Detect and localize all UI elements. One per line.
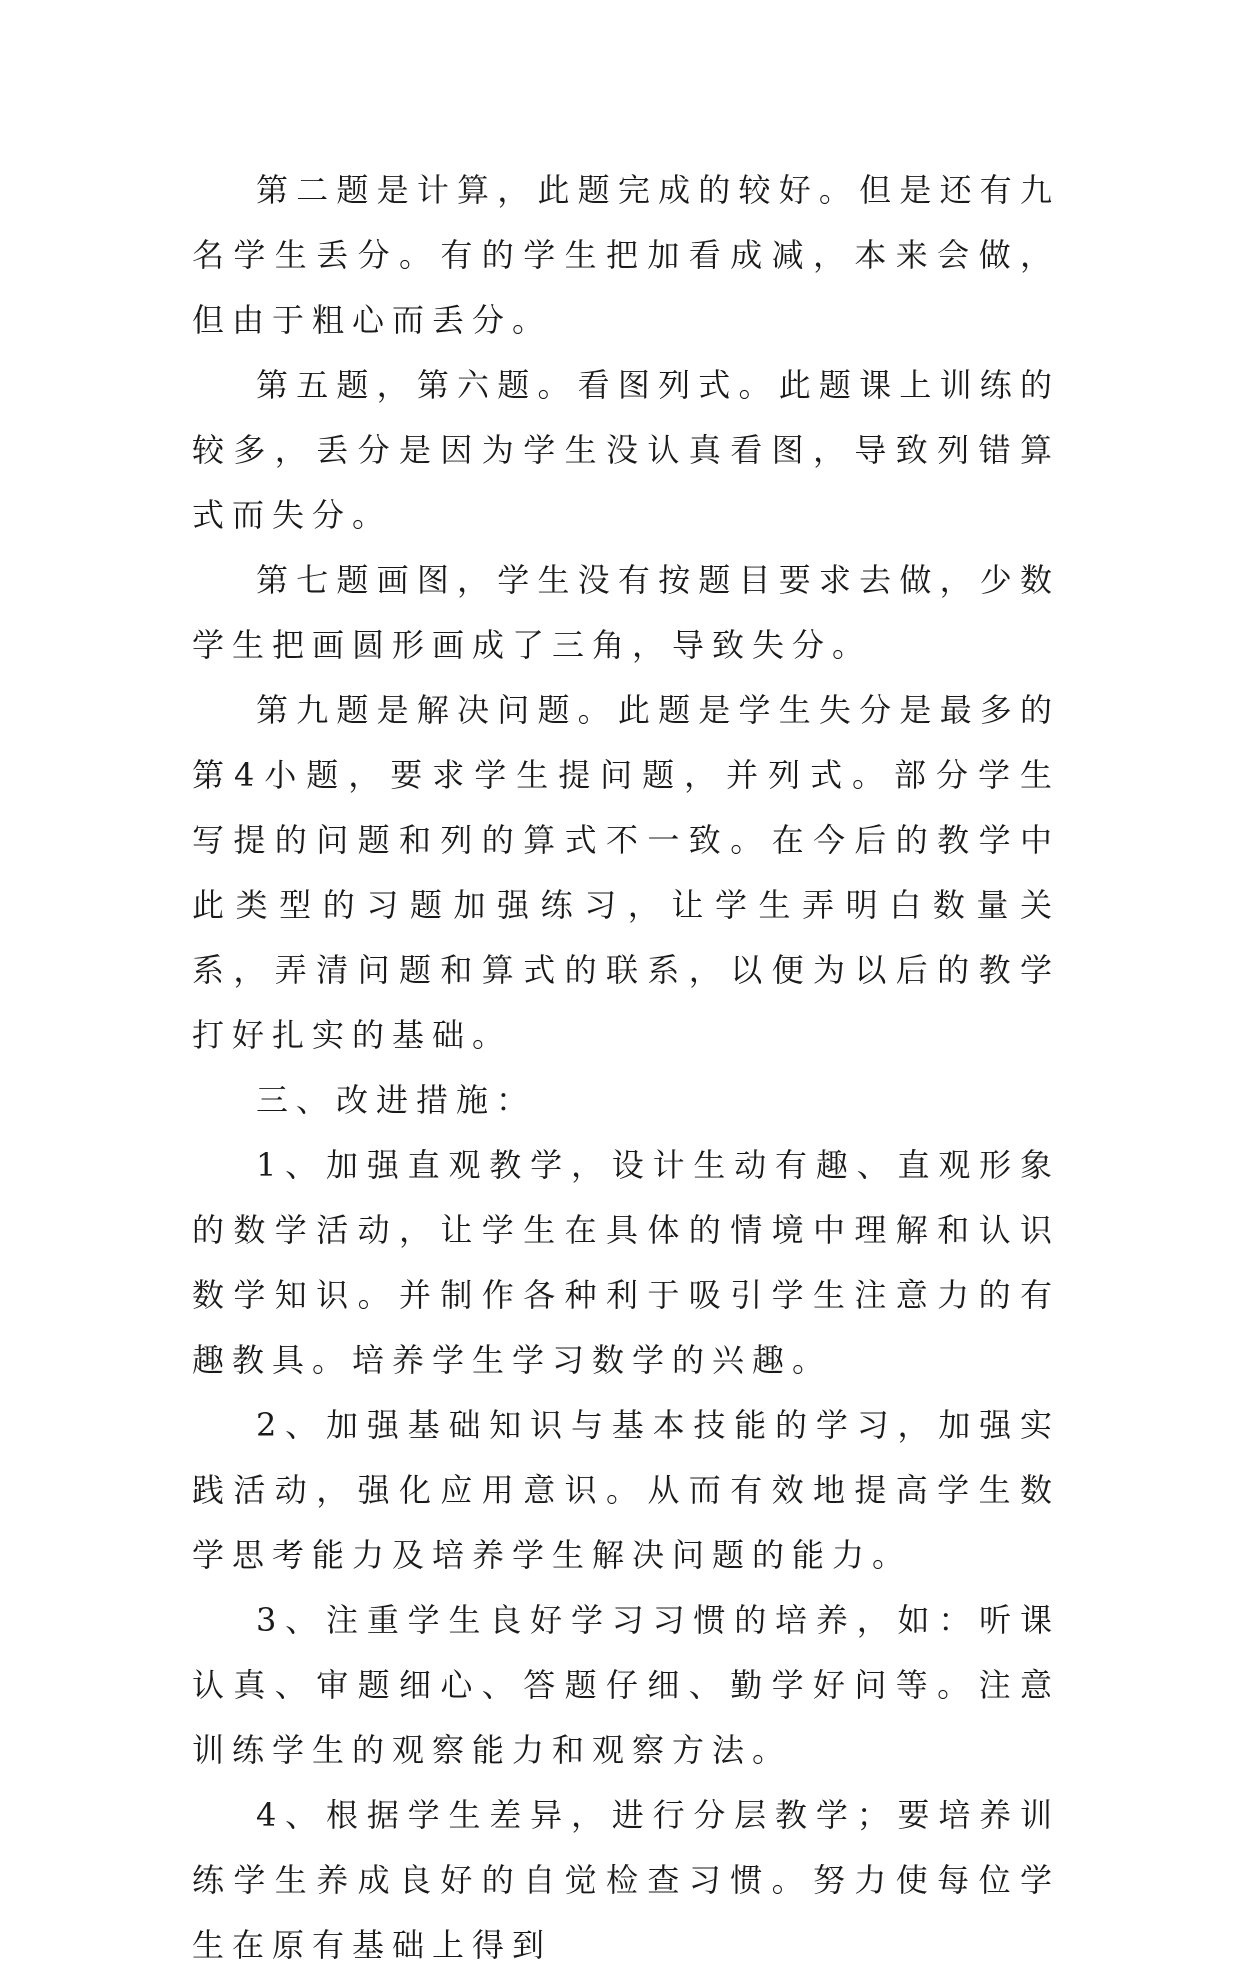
paragraph-measure-4: 4、根据学生差异，进行分层教学；要培养训练学生养成良好的自觉检查习惯。努力使每位学生在原有基础上得到	[192, 1796, 1060, 1964]
paragraph-measure-3: 3、注重学生良好学习习惯的培养，如：听课认真、审题细心、答题仔细、勤学好问等。注意训练学生的观察能力和观察方法。	[192, 1601, 1060, 1769]
paragraph-measure-2: 2、加强基础知识与基本技能的学习，加强实践活动，强化应用意识。从而有效地提高学生数学思考能力及培养学生解决问题的能力。	[192, 1406, 1060, 1574]
section-heading-improvements: 三、改进措施：	[256, 1081, 537, 1119]
paragraph-q5-q6-analysis: 第五题，第六题。看图列式。此题课上训练的较多，丢分是因为学生没认真看图，导致列错算式而失分。	[192, 366, 1060, 534]
paragraph-measure-1: 1、加强直观教学，设计生动有趣、直观形象的数学活动，让学生在具体的情境中理解和认识数学知识。并制作各种利于吸引学生注意力的有趣教具。培养学生学习数学的兴趣。	[192, 1146, 1060, 1379]
paragraph-q2-analysis: 第二题是计算，此题完成的较好。但是还有九名学生丢分。有的学生把加看成减，本来会做，但由于粗心而丢分。	[192, 171, 1060, 339]
document-body	[192, 158, 1060, 1978]
paragraph-q9-analysis: 第九题是解决问题。此题是学生失分是最多的第4小题，要求学生提问题，并列式。部分学生写提的问题和列的算式不一致。在今后的教学中此类型的习题加强练习，让学生弄明白数量关系，弄清问题和算式的联系，以便为以后的教学打好扎实的基础。	[192, 691, 1060, 1054]
paragraph-q7-analysis: 第七题画图，学生没有按题目要求去做，少数学生把画圆形画成了三角，导致失分。	[192, 561, 1060, 664]
